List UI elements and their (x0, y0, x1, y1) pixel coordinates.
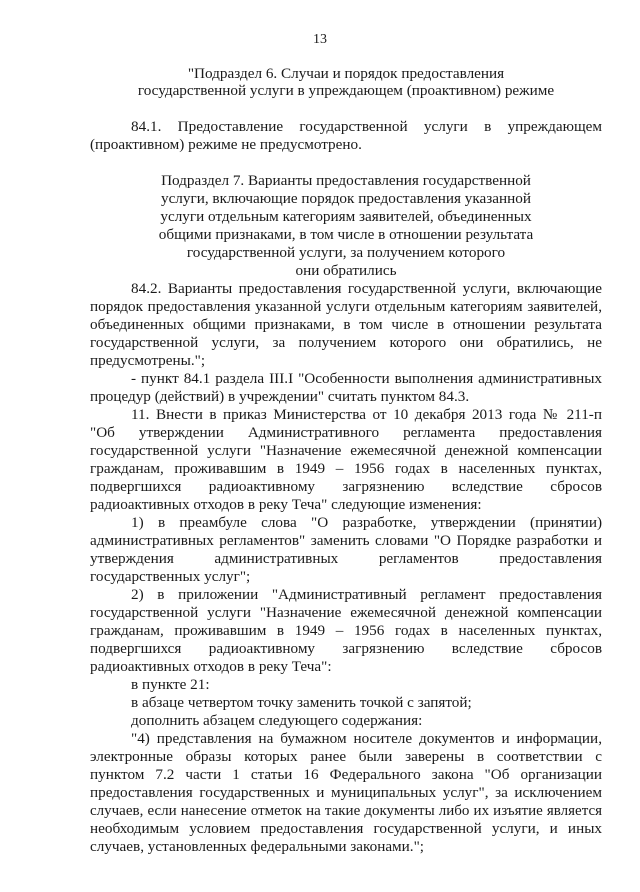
paragraph-line: случаев, установленных федеральными законами."; (90, 838, 425, 855)
paragraph-line: гражданам, проживавшим в 1949 – 1956 годах в населенных пунктах, (90, 622, 602, 639)
paragraph-line: государственной услуги "Назначение ежемесячной денежной компенсации (90, 442, 602, 459)
paragraph-line: 1) в преамбуле слова "О разработке, утверждении (принятии) (131, 514, 602, 531)
paragraph-line: пунктом 7.2 части 1 статьи 16 Федерального закона "Об организации (90, 766, 602, 783)
paragraph-line: государственной услуги "Назначение ежемесячной денежной компенсации (90, 604, 602, 621)
paragraph-line: процедур (действий) в учреждении" считать пунктом 84.3. (90, 388, 470, 405)
paragraph-line: государственных услуг"; (90, 568, 251, 585)
paragraph-line: 84.2. Варианты предоставления государственной услуги, включающие (131, 280, 602, 297)
subsection-6-heading-line: "Подраздел 6. Случаи и порядок предоставления (187, 65, 505, 82)
paragraph-line: предусмотрены."; (90, 352, 206, 369)
paragraph-line: утверждения административных регламентов предоставления (90, 550, 602, 567)
paragraph-line: подвергшихся радиоактивному загрязнению вследствие сбросов (90, 640, 602, 657)
paragraph-line: 2) в приложении "Административный регламент предоставления (131, 586, 602, 603)
paragraph-line: - пункт 84.1 раздела III.I "Особенности выполнения административных (131, 370, 602, 387)
page-number: 13 (313, 32, 327, 47)
paragraph-line: государственной услуги, за получением которого они обратились, не (90, 334, 602, 351)
paragraph-line: необходимым условием предоставления государственной услуги, и иных (90, 820, 602, 837)
paragraph-line: предоставления государственных и муниципальных услуг", за исключением (90, 784, 602, 801)
paragraph-line: в абзаце четвертом точку заменить точкой с запятой; (131, 694, 472, 711)
subsection-7-heading-line: общими признаками, в том числе в отношении результата (158, 226, 534, 243)
paragraph-line: объединенных общими признаками, в том числе в отношении результата (90, 316, 602, 333)
paragraph-line: электронные образы которых ранее были заверены в соответствии с (90, 748, 602, 765)
paragraph-line: порядок предоставления указанной услуги отдельным категориям заявителей, (90, 298, 602, 315)
subsection-7-heading-line: государственной услуги, за получением которого (186, 244, 506, 261)
paragraph-line: административных регламентов" заменить словами "О Порядке разработки и (90, 532, 602, 549)
subsection-7-heading-line: они обратились (295, 262, 397, 279)
subsection-6-heading-line: государственной услуги в упреждающем (проактивном) режиме (137, 82, 555, 99)
paragraph-line: гражданам, проживавшим в 1949 – 1956 годах в населенных пунктах, (90, 460, 602, 477)
paragraph-line: "Об утверждении Административного регламента предоставления (90, 424, 602, 441)
paragraph-line: в пункте 21: (131, 676, 210, 693)
paragraph-line: радиоактивных отходов в реку Теча" следующие изменения: (90, 496, 482, 513)
subsection-7-heading-line: услуги, включающие порядок предоставления указанной (160, 190, 532, 207)
subsection-7-heading-line: Подраздел 7. Варианты предоставления государственной (161, 172, 531, 189)
paragraph-line: подвергшихся радиоактивному загрязнению вследствие сбросов (90, 478, 602, 495)
subsection-7-heading-line: услуги отдельным категориям заявителей, объединенных (160, 208, 532, 225)
paragraph-line: радиоактивных отходов в реку Теча": (90, 658, 332, 675)
paragraph-line: (проактивном) режиме не предусмотрено. (90, 136, 362, 153)
paragraph-line: "4) представления на бумажном носителе документов и информации, (131, 730, 602, 747)
paragraph-line: 11. Внести в приказ Министерства от 10 декабря 2013 года № 211-п (131, 406, 602, 423)
paragraph-line: случаев, если нанесение отметок на такие документы либо их изъятие является (90, 803, 602, 819)
paragraph-line: 84.1. Предоставление государственной услуги в упреждающем (131, 118, 602, 135)
paragraph-line: дополнить абзацем следующего содержания: (131, 712, 423, 729)
